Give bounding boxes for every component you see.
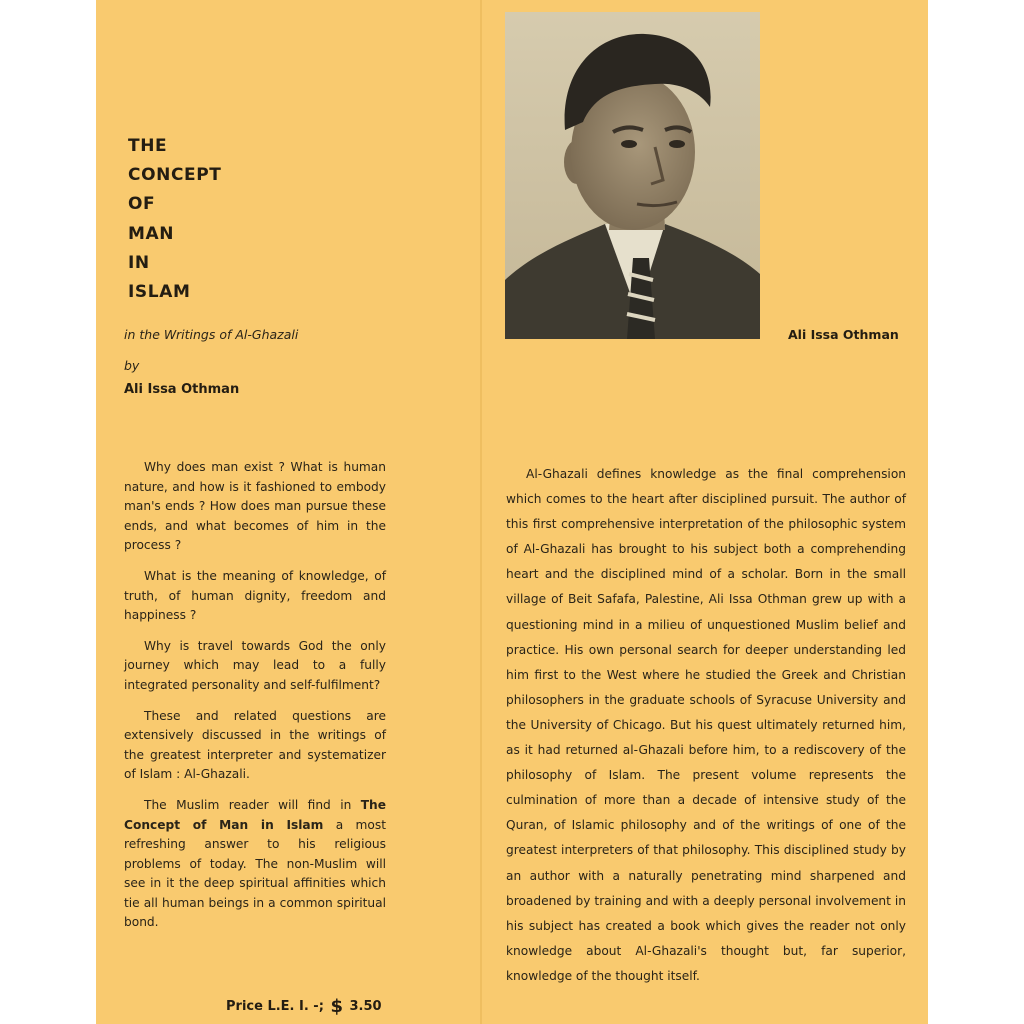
by-label: by [124, 358, 140, 373]
portrait-illustration [505, 12, 760, 339]
right-blurb [506, 462, 906, 989]
left-blurb [124, 458, 386, 944]
price-amount: 3.50 [349, 999, 382, 1014]
book-title [128, 132, 222, 307]
author-name: Ali Issa Othman [124, 382, 240, 397]
title-line: OF [128, 194, 156, 215]
title-line: THE [128, 136, 168, 156]
right-paragraph: Al-Ghazali defines knowledge as the final comprehension which comes to the heart after disciplined pursuit. The author of this first comprehensive interpretation of the philosophic system of Al-Ghazali has brought to his subject both a comprehending heart and the disciplined mind of a scholar. Born in the small village of Beit Safafa, Palestine, Ali Issa Othman grew up with a questioning mind in a milieu of unquestioned Muslim belief and practice. His own personal search for deeper understanding led him first to the West where he studied the Greek and Christian philosophers in the graduate schools of Syracuse University and the University of Chicago. But his quest ultimately returned him, as it had returned al-Ghazali before him, to a rediscovery of the philosophy of Islam. The present volume represents the culmination of more than a decade of intensive study of the Quran, of Islamic philosophy and of the writings of one of the greatest interpreters of that philosophy. This disciplined study by an author with a naturally penetrating mind sharpened and broadened by training and with a deeply personal involvement in his subject has created a book which gives the reader not only knowledge about Al-Ghazali's thought but, far superior, knowledge of the thought itself. [506, 467, 906, 983]
book-jacket [96, 0, 928, 1024]
dollar-sign: $ [330, 996, 343, 1017]
author-portrait [505, 12, 760, 339]
left-paragraph-start: The Muslim reader will find in [144, 797, 361, 812]
jacket-fold [480, 0, 482, 1024]
price-label: Price L.E. I. -; [226, 999, 324, 1014]
portrait-caption: Ali Issa Othman [788, 327, 899, 342]
left-paragraph: These and related questions are extensively discussed in the writings of the greatest interpreter and systematizer of Islam : Al-Ghazali. [124, 708, 386, 782]
left-paragraph-end: a most refreshing answer to his religious problems of today. The non-Muslim will see in it the deep spiritual affinities which tie all human beings in a common spiritual bond. [124, 817, 386, 930]
title-line: IN [128, 252, 150, 273]
left-paragraph: Why does man exist ? What is human nature, and how is it fashioned to embody man's ends ? How does man pursue these ends, and what becomes of him in the process ? [124, 460, 386, 553]
title-line: MAN [128, 223, 175, 244]
book-subtitle: in the Writings of Al-Ghazali [124, 327, 299, 342]
left-paragraph [124, 796, 386, 933]
left-paragraph: What is the meaning of knowledge, of truth, of human dignity, freedom and happiness ? [124, 568, 386, 623]
title-line: ISLAM [128, 282, 191, 303]
price [226, 996, 382, 1017]
title-line: CONCEPT [128, 165, 222, 186]
book-title-inline: The Concept of Man in Islam [124, 797, 386, 832]
left-paragraph: Why is travel towards God the only journey which may lead to a fully integrated personality and self-fulfilment? [124, 638, 386, 692]
